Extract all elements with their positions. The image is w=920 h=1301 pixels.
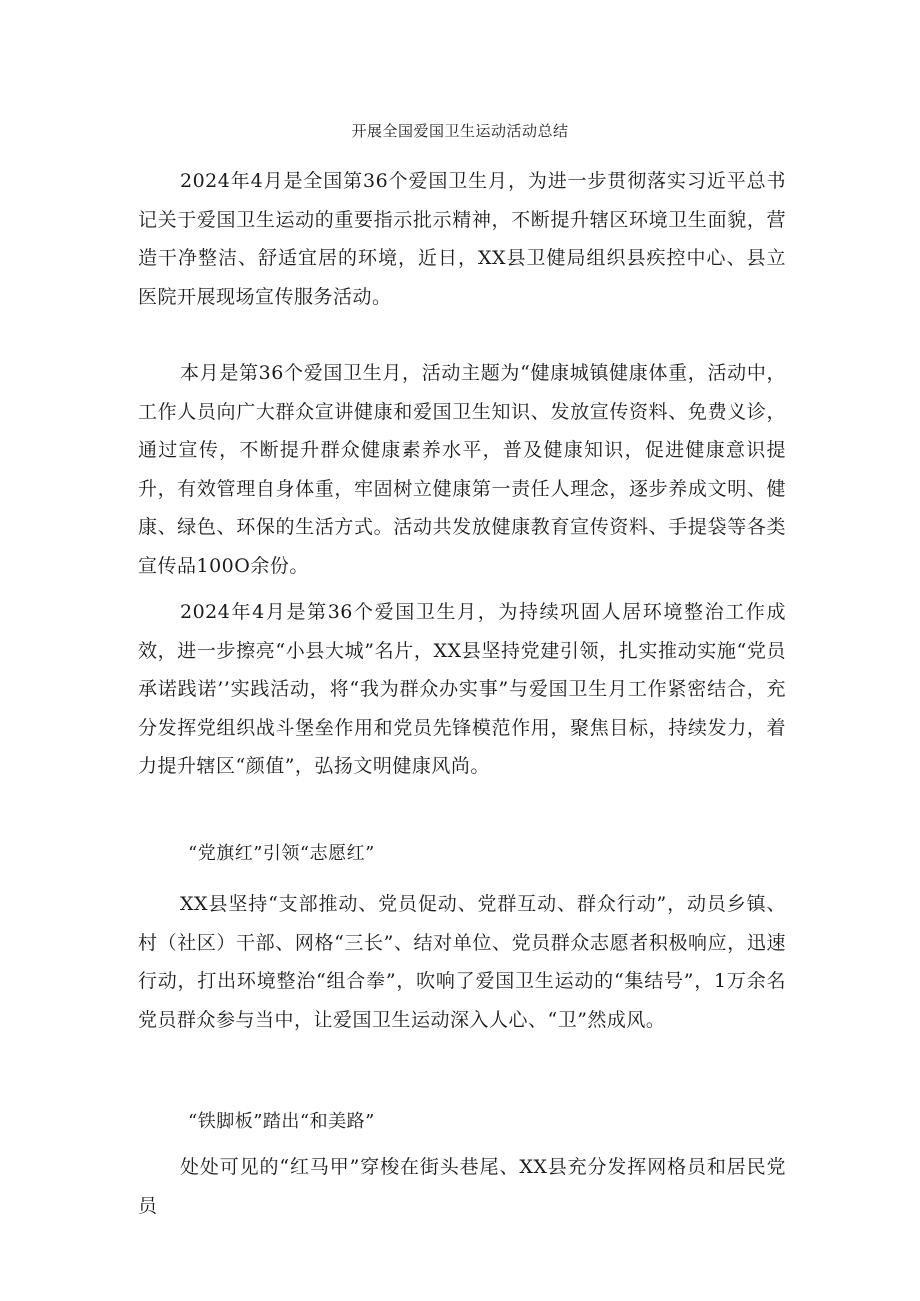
- paragraph-1: 2024年4月是全国第36个爱国卫生月，为进一步贯彻落实习近平总书记关于爱国卫生运动的重要指示批示精神，不断提升辖区环境卫生面貌，营造干净整洁、舒适宜居的环境，近日，XX县卫健局组织县疾控中心、县立医院开展现场宣传服务活动。: [138, 170, 786, 308]
- subheading-1: “党旗红”引领“志愿红”: [188, 843, 375, 864]
- subheading-2: “铁脚板”踏出“和美路”: [188, 1111, 375, 1132]
- document-title: 开展全国爱国卫生运动活动总结: [351, 122, 569, 140]
- paragraph-5: 处处可见的“红马甲”穿梭在街头巷尾、XX县充分发挥网格员和居民党员: [138, 1156, 786, 1217]
- paragraph-3: 2024年4月是第36个爱国卫生月，为持续巩固人居环境整治工作成效，进一步擦亮“小县大城”名片，XX县坚持党建引领，扎实推动实施“党员承诺践诺’’实践活动，将“我为群众办实事”与爱国卫生月工作紧密结合，充分发挥党组织战斗堡垒作用和党员先锋模范作用，聚焦目标，持续发力，着力提升辖区“颜值”，弘扬文明健康风尚。: [138, 601, 786, 777]
- paragraph-2: 本月是第36个爱国卫生月，活动主题为“健康城镇健康体重，活动中，工作人员向广大群众宣讲健康和爱国卫生知识、发放宣传资料、免费义诊，通过宣传，不断提升群众健康素养水平，普及健康知识，促进健康意识提升，有效管理自身体重，牢固树立健康第一责任人理念，逐步养成文明、健康、绿色、环保的生活方式。活动共发放健康教育宣传资料、手提袋等各类宣传品100O余份。: [138, 362, 786, 577]
- paragraph-4: XX县坚持“支部推动、党员促动、党群互动、群众行动”，动员乡镇、村（社区）干部、网格“三长”、结对单位、党员群众志愿者积极响应，迅速行动，打出环境整治“组合拳”，吹响了爱国卫生运动的“集结号”，1万余名党员群众参与当中，让爱国卫生运动深入人心、“卫”然成风。: [138, 893, 786, 1031]
